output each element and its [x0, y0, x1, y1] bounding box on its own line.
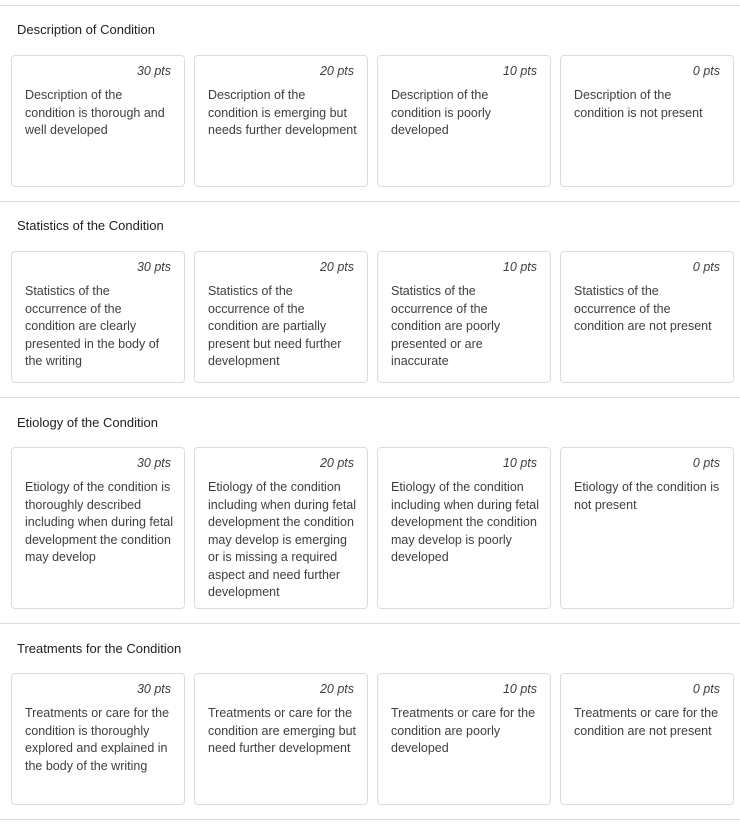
criterion-card-20[interactable] [194, 447, 368, 609]
criterion-card-0[interactable] [560, 447, 734, 609]
criterion-card-0[interactable] [560, 55, 734, 187]
points-label: 0 pts [692, 682, 720, 696]
criterion-description: Etiology of the condition is thoroughly described including when during fetal development the condition may develop [25, 480, 174, 564]
criterion-card-10[interactable] [377, 447, 551, 609]
criterion-card-20[interactable] [194, 55, 368, 187]
section-divider [0, 397, 740, 398]
points-label: 20 pts [319, 456, 354, 470]
criterion-description: Statistics of the occurrence of the condition are poorly presented or are inaccurate [391, 284, 501, 368]
criterion-card-10[interactable] [377, 55, 551, 187]
criterion-description: Description of the condition is not present [574, 88, 703, 120]
criterion-description: Treatments or care for the condition are poorly developed [391, 706, 536, 755]
criterion-card-20[interactable] [194, 673, 368, 805]
criterion-description: Description of the condition is poorly developed [391, 88, 492, 137]
criterion-card-30[interactable] [11, 673, 185, 805]
criterion-card-30[interactable] [11, 251, 185, 383]
points-label: 10 pts [502, 260, 537, 274]
criterion-card-10[interactable] [377, 673, 551, 805]
points-label: 0 pts [692, 260, 720, 274]
criterion-card-0[interactable] [560, 251, 734, 383]
criterion-card-0[interactable] [560, 673, 734, 805]
criterion-description: Etiology of the condition including when during fetal development the condition may develop is emerging or is missing a required aspect and need further development [208, 480, 357, 599]
points-label: 20 pts [319, 682, 354, 696]
criterion-card-10[interactable] [377, 251, 551, 383]
criterion-card-30[interactable] [11, 447, 185, 609]
criterion-description: Treatments or care for the condition are not present [574, 706, 719, 738]
criterion-description: Treatments or care for the condition is thoroughly explored and explained in the body of the writing [25, 706, 170, 773]
points-label: 20 pts [319, 64, 354, 78]
criterion-card-20[interactable] [194, 251, 368, 383]
section-title: Description of Condition [17, 22, 156, 37]
section-title: Treatments for the Condition [17, 641, 182, 656]
points-label: 10 pts [502, 682, 537, 696]
criterion-description: Description of the condition is emerging but needs further development [208, 88, 357, 137]
section-title: Statistics of the Condition [17, 218, 164, 233]
points-label: 30 pts [136, 260, 171, 274]
section-divider [0, 201, 740, 202]
points-label: 10 pts [502, 64, 537, 78]
criterion-description: Etiology of the condition including when during fetal development the condition may develop is poorly developed [391, 480, 540, 564]
criterion-description: Treatments or care for the condition are emerging but need further development [208, 706, 357, 755]
criterion-description: Statistics of the occurrence of the condition are partially present but need further development [208, 284, 342, 368]
criterion-card-30[interactable] [11, 55, 185, 187]
points-label: 0 pts [692, 456, 720, 470]
section-title: Etiology of the Condition [17, 415, 158, 430]
criterion-description: Statistics of the occurrence of the condition are clearly presented in the body of the writing [25, 284, 160, 368]
criterion-description: Statistics of the occurrence of the condition are not present [574, 284, 712, 333]
points-label: 30 pts [136, 456, 171, 470]
points-label: 30 pts [136, 682, 171, 696]
section-divider [0, 623, 740, 624]
criterion-description: Description of the condition is thorough and well developed [25, 88, 165, 137]
section-divider [0, 819, 740, 820]
points-label: 30 pts [136, 64, 171, 78]
points-label: 0 pts [692, 64, 720, 78]
criterion-description: Etiology of the condition is not present [574, 480, 720, 512]
points-label: 10 pts [502, 456, 537, 470]
section-divider [0, 5, 740, 6]
points-label: 20 pts [319, 260, 354, 274]
